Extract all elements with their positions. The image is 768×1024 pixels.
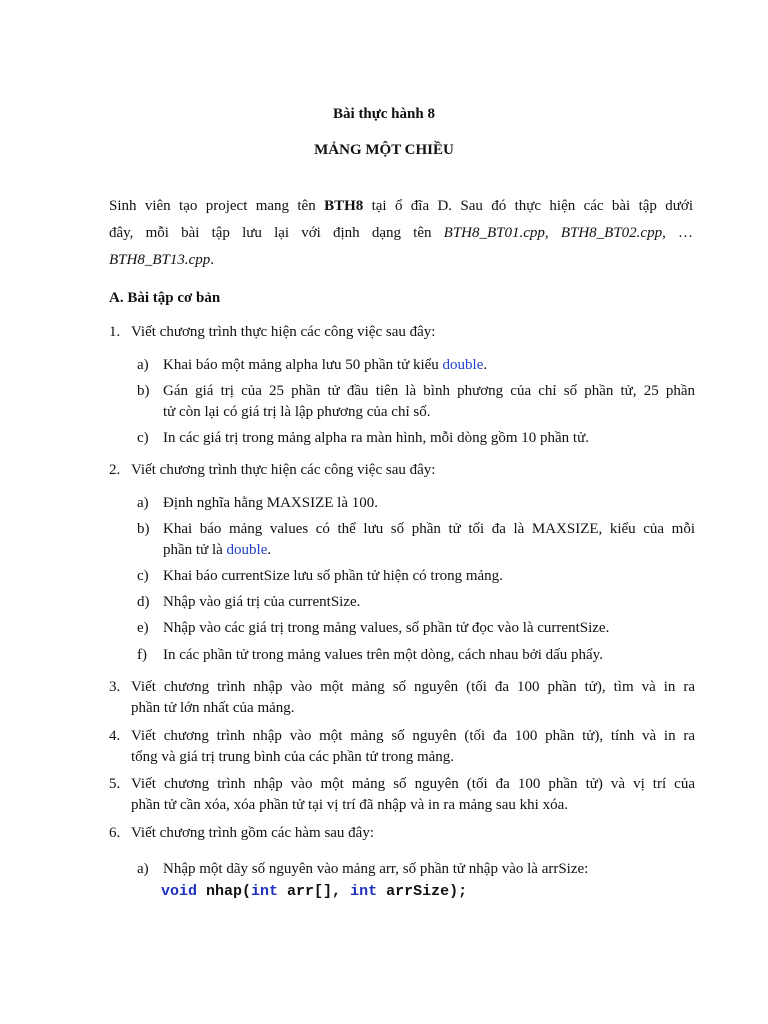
sub-text-part: . [267, 542, 272, 558]
intro-text: Sinh viên tạo project mang tên [109, 198, 325, 214]
file-name: BTH8_BT02.cpp [560, 225, 663, 241]
sub-text-part: Khai báo một mảng alpha lưu 50 phần tử kiểu [163, 357, 443, 373]
exercise-text-line: tổng và giá trị trung bình của các phần tử trong mảng. [131, 749, 455, 765]
separator: , … [662, 225, 693, 241]
sub-text-part: phần tử là [163, 542, 227, 558]
project-name: BTH8 [324, 198, 364, 214]
code-text: arr[], [278, 883, 351, 900]
sub-text-line: tử còn lại có giá trị là lập phương của chỉ số. [163, 404, 431, 420]
code-signature [161, 883, 467, 900]
sub-text-line: Gán giá trị của 25 phần tử đầu tiên là bình phương của chỉ số phần tử, 25 phần [163, 383, 695, 399]
exercise-text: Viết chương trình thực hiện các công việc sau đây: [131, 462, 436, 478]
sub-text: Nhập một dãy số nguyên vào mảng arr, số phần tử nhập vào là arrSize: [163, 861, 589, 877]
intro-line-2 [109, 220, 693, 247]
separator: . [210, 252, 214, 268]
exercise-number: 1. [109, 324, 121, 340]
sub-text: In các phần tử trong mảng values trên một dòng, cách nhau bởi dấu phẩy. [163, 647, 603, 663]
file-name: BTH8_BT01.cpp [443, 225, 545, 241]
exercise-number: 4. [109, 728, 121, 744]
sub-text: Nhập vào giá trị của currentSize. [163, 594, 361, 610]
sub-text: Định nghĩa hằng MAXSIZE là 100. [163, 495, 378, 511]
sub-label: e) [137, 620, 149, 636]
keyword-double: double [226, 542, 268, 558]
document-subtitle: MẢNG MỘT CHIỀU [314, 142, 454, 158]
keyword-double: double [442, 357, 484, 373]
sub-label: b) [137, 521, 150, 537]
intro-text: đây, mỗi bài tập lưu lại với định dạng tên [109, 225, 444, 241]
sub-text [163, 355, 695, 376]
exercise-text-line: phần tử lớn nhất của mảng. [131, 700, 295, 716]
sub-text-part: . [483, 357, 488, 373]
exercise-number: 3. [109, 679, 121, 695]
exercise-text [131, 774, 695, 816]
code-keyword: void [161, 883, 198, 900]
exercise-text-line: Viết chương trình nhập vào một mảng số nguyên (tối đa 100 phần tử), tìm và in ra [131, 679, 695, 695]
intro-text: tại ổ đĩa D. Sau đó thực hiện các bài tập dưới [363, 198, 693, 214]
file-name: BTH8_BT13.cpp [109, 252, 211, 268]
sub-text: Nhập vào các giá trị trong mảng values, số phần tử đọc vào là currentSize. [163, 620, 610, 636]
sub-label: b) [137, 383, 150, 399]
exercise-number: 6. [109, 825, 121, 841]
exercise-text-line: Viết chương trình nhập vào một mảng số nguyên (tối đa 100 phần tử), tính và in ra [131, 728, 695, 744]
separator: , [544, 225, 561, 241]
sub-text-line [163, 540, 695, 561]
sub-text: In các giá trị trong mảng alpha ra màn hình, mỗi dòng gồm 10 phần tử. [163, 430, 589, 446]
intro-line-3 [109, 247, 693, 274]
sub-text [163, 381, 695, 423]
exercise-number: 2. [109, 462, 121, 478]
sub-label: d) [137, 594, 150, 610]
document-title: Bài thực hành 8 [333, 106, 435, 122]
sub-text-line: Khai báo mảng values có thể lưu số phần tử tối đa là MAXSIZE, kiểu của mỗi [163, 521, 695, 537]
exercise-text [131, 726, 695, 768]
section-heading: A. Bài tập cơ bản [109, 290, 221, 306]
intro-paragraph [109, 193, 693, 274]
sub-label: f) [137, 647, 147, 663]
intro-line-1 [109, 193, 693, 220]
exercise-text: Viết chương trình thực hiện các công việc sau đây: [131, 324, 436, 340]
code-text: arrSize); [377, 883, 468, 900]
sub-label: a) [137, 357, 149, 373]
exercise-text-line: Viết chương trình nhập vào một mảng số nguyên (tối đa 100 phần tử) và vị trí của [131, 776, 695, 792]
sub-label: a) [137, 495, 149, 511]
exercise-number: 5. [109, 776, 121, 792]
code-text: nhap( [197, 883, 252, 900]
sub-label: c) [137, 430, 149, 446]
sub-label: a) [137, 861, 149, 877]
sub-text: Khai báo currentSize lưu số phần tử hiện có trong mảng. [163, 568, 503, 584]
sub-label: c) [137, 568, 149, 584]
code-keyword: int [350, 883, 378, 900]
exercise-text: Viết chương trình gồm các hàm sau đây: [131, 825, 375, 841]
sub-text [163, 519, 695, 561]
code-keyword: int [251, 883, 279, 900]
exercise-text-line: phần tử cần xóa, xóa phần tử tại vị trí đã nhập và in ra mảng sau khi xóa. [131, 797, 568, 813]
exercise-text [131, 677, 695, 719]
